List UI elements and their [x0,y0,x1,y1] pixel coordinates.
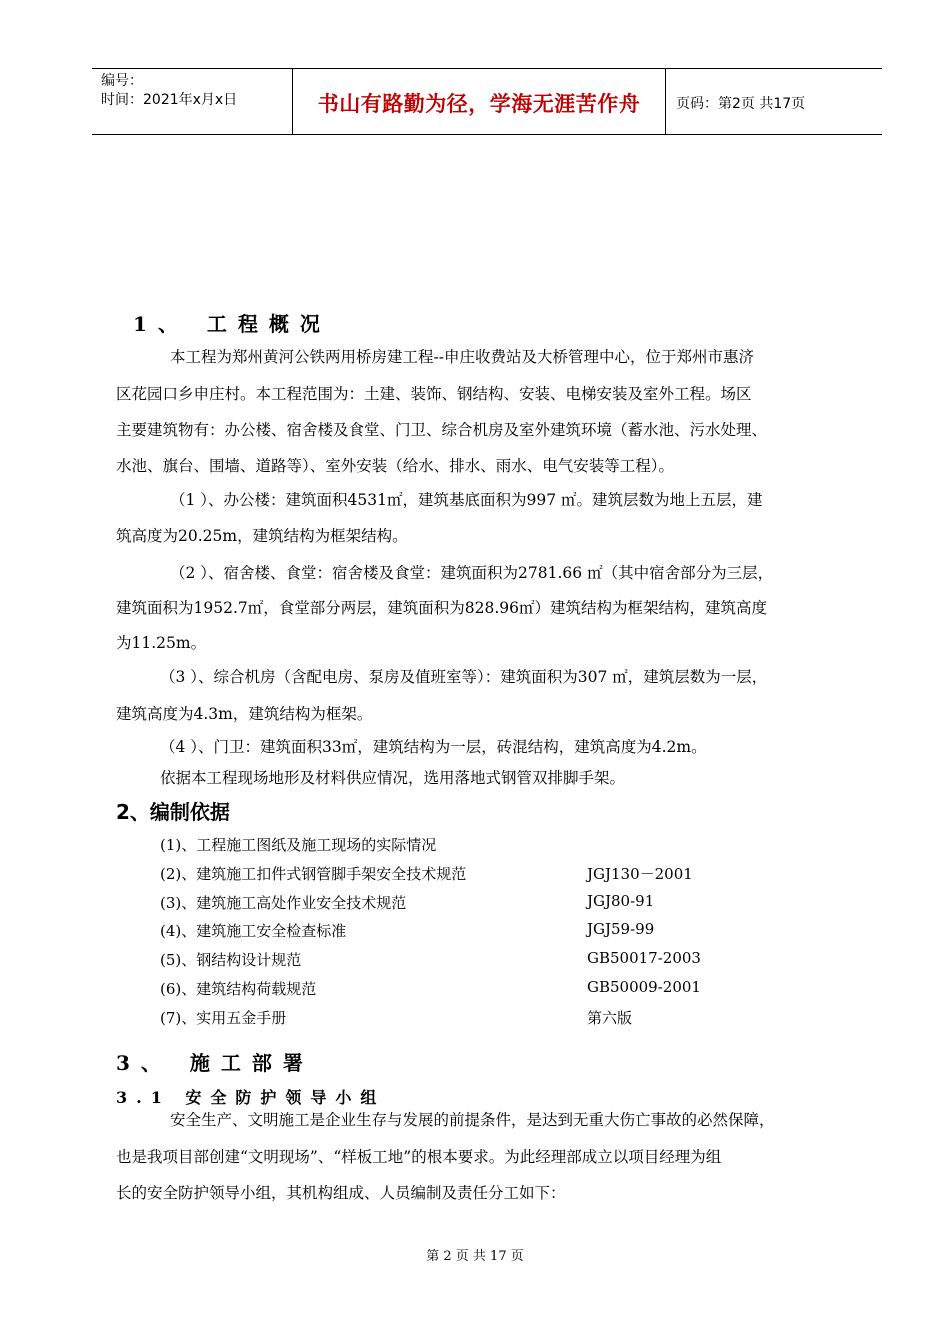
section3-title: 3、 施工部署 [116,1051,314,1075]
reference-name: (4)、建筑施工安全检查标准 [160,922,347,940]
reference-name: (5)、钢结构设计规范 [160,951,302,969]
reference-code: JGJ130－2001 [587,865,693,883]
section1-line: （4 ）、门卫：建筑面积33㎡，建筑结构为一层，砖混结构，建筑高度为4.2m。 [160,738,707,756]
section1-line: 本工程为郑州黄河公铁两用桥房建工程--申庄收费站及大桥管理中心，位于郑州市惠济 [170,348,754,366]
reference-code: 第六版 [587,1009,633,1027]
section1-line: 区花园口乡申庄村。本工程范围为：土建、装饰、钢结构、安装、电梯安装及室外工程。场区 [116,385,752,403]
reference-code: JGJ59-99 [587,920,655,938]
header-motto: 书山有路勤为径，学海无涯苦作舟 [317,92,641,116]
section1-line: （3 ）、综合机房（含配电房、泵房及值班室等）：建筑面积为307 ㎡，建筑层数为一层， [160,668,768,686]
section1-line: 主要建筑物有：办公楼、宿舍楼及食堂、门卫、综合机房及室外建筑环境（蓄水池、污水处理、 [116,421,768,439]
section3-subtitle: 3.1 安全防护领导小组 [116,1088,386,1107]
section1-line: 依据本工程现场地形及材料供应情况，选用落地式钢管双排脚手架。 [160,769,626,787]
section1-line: 建筑高度为4.3m，建筑结构为框架。 [116,705,373,723]
section3-line: 也是我项目部创建“文明现场”、“样板工地”的根本要求。为此经理部成立以项目经理为组 [116,1148,722,1166]
reference-code: JGJ80-91 [587,892,655,910]
page-footer: 第 2 页 共 17 页 [426,1249,524,1264]
reference-name: (6)、建筑结构荷载规范 [160,980,317,998]
section1-line: 筑高度为20.25m，建筑结构为框架结构。 [116,527,408,545]
section1-line: 水池、旗台、围墙、道路等）、室外安装（给水、排水、雨水、电气安装等工程）。 [116,457,675,475]
header-top-rule [92,68,882,69]
section1-line: 为11.25m。 [116,634,207,652]
reference-name: (7)、实用五金手册 [160,1009,287,1027]
section1-title: 1、 工程概况 [133,312,331,336]
reference-name: (1)、工程施工图纸及施工现场的实际情况 [160,836,437,854]
section3-line: 安全生产、文明施工是企业生存与发展的前提条件，是达到无重大伤亡事故的必然保障， [170,1111,775,1129]
section1-line: （2 ）、宿舍楼、食堂：宿舍楼及食堂：建筑面积为2781.66 ㎡（其中宿舍部分为三层， [170,564,774,582]
reference-code: GB50017-2003 [587,949,701,967]
section1-line: 建筑面积为1952.7㎡，食堂部分两层，建筑面积为828.96㎡）建筑结构为框架结构，建筑高度 [116,599,767,617]
section2-title: 2、编制依据 [116,800,230,824]
reference-name: (2)、建筑施工扣件式钢管脚手架安全技术规范 [160,865,467,883]
time-label: 时间：2021年x月x日 [101,92,238,108]
reference-code: GB50009-2001 [587,978,701,996]
header-bottom-rule [92,134,882,135]
section3-line: 长的安全防护领导小组，其机构组成、人员编制及责任分工如下： [116,1184,566,1202]
header-meta [101,72,237,110]
number-label: 编号： [101,73,143,89]
section1-line: （1 ）、办公楼：建筑面积4531㎡，建筑基底面积为997 ㎡。建筑层数为地上五层，建 [170,491,763,509]
reference-name: (3)、建筑施工高处作业安全技术规范 [160,894,407,912]
header-page-label: 页码：第2页 共17页 [676,96,806,112]
